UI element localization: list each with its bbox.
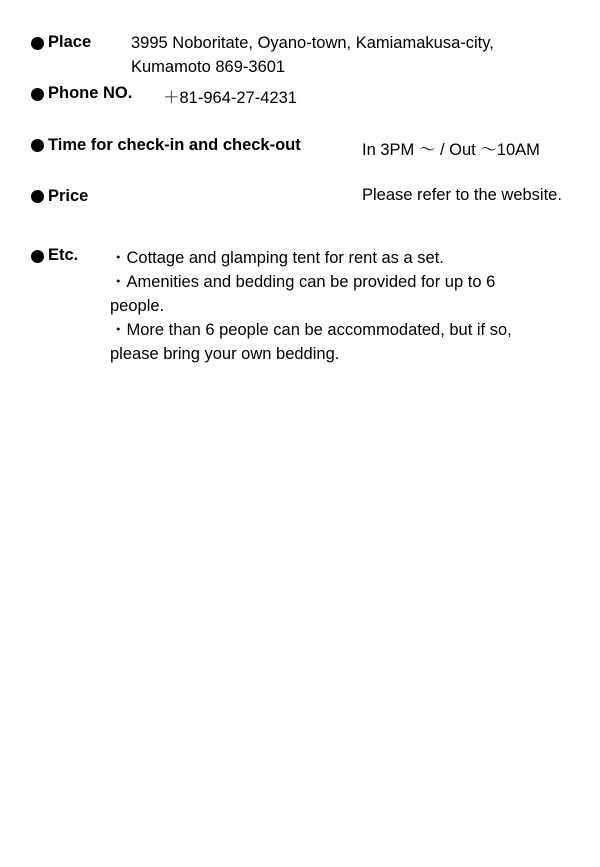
place-address-line1: 3995 Noboritate, Oyano-town, Kamiamakusa-city, [131, 34, 494, 52]
price-bullet-icon [31, 190, 44, 203]
price-label: Price [48, 187, 89, 205]
etc-notes [110, 246, 580, 366]
etc-note-line: ・Cottage and glamping tent for rent as a set. [110, 249, 444, 267]
time-bullet-icon [31, 139, 44, 152]
phone-number: ＋81-964-27-4231 [163, 89, 297, 107]
etc-note-line: ・More than 6 people can be accommodated, but if so, [110, 321, 512, 339]
price-value: Please refer to the website. [362, 186, 562, 204]
place-address-line2: Kumamoto 869-3601 [131, 58, 286, 76]
etc-label: Etc. [48, 246, 79, 264]
place-label: Place [48, 33, 92, 51]
phone-label: Phone NO. [48, 84, 133, 102]
place-bullet-icon [31, 37, 44, 50]
etc-bullet-icon [31, 250, 44, 263]
etc-note-line: please bring your own bedding. [110, 345, 340, 363]
etc-note-line: people. [110, 297, 165, 315]
phone-bullet-icon [31, 88, 44, 101]
time-value: In 3PM ～ / Out ～10AM [362, 141, 540, 159]
etc-note-line: ・Amenities and bedding can be provided for up to 6 [110, 273, 496, 291]
time-label: Time for check-in and check-out [48, 136, 301, 154]
